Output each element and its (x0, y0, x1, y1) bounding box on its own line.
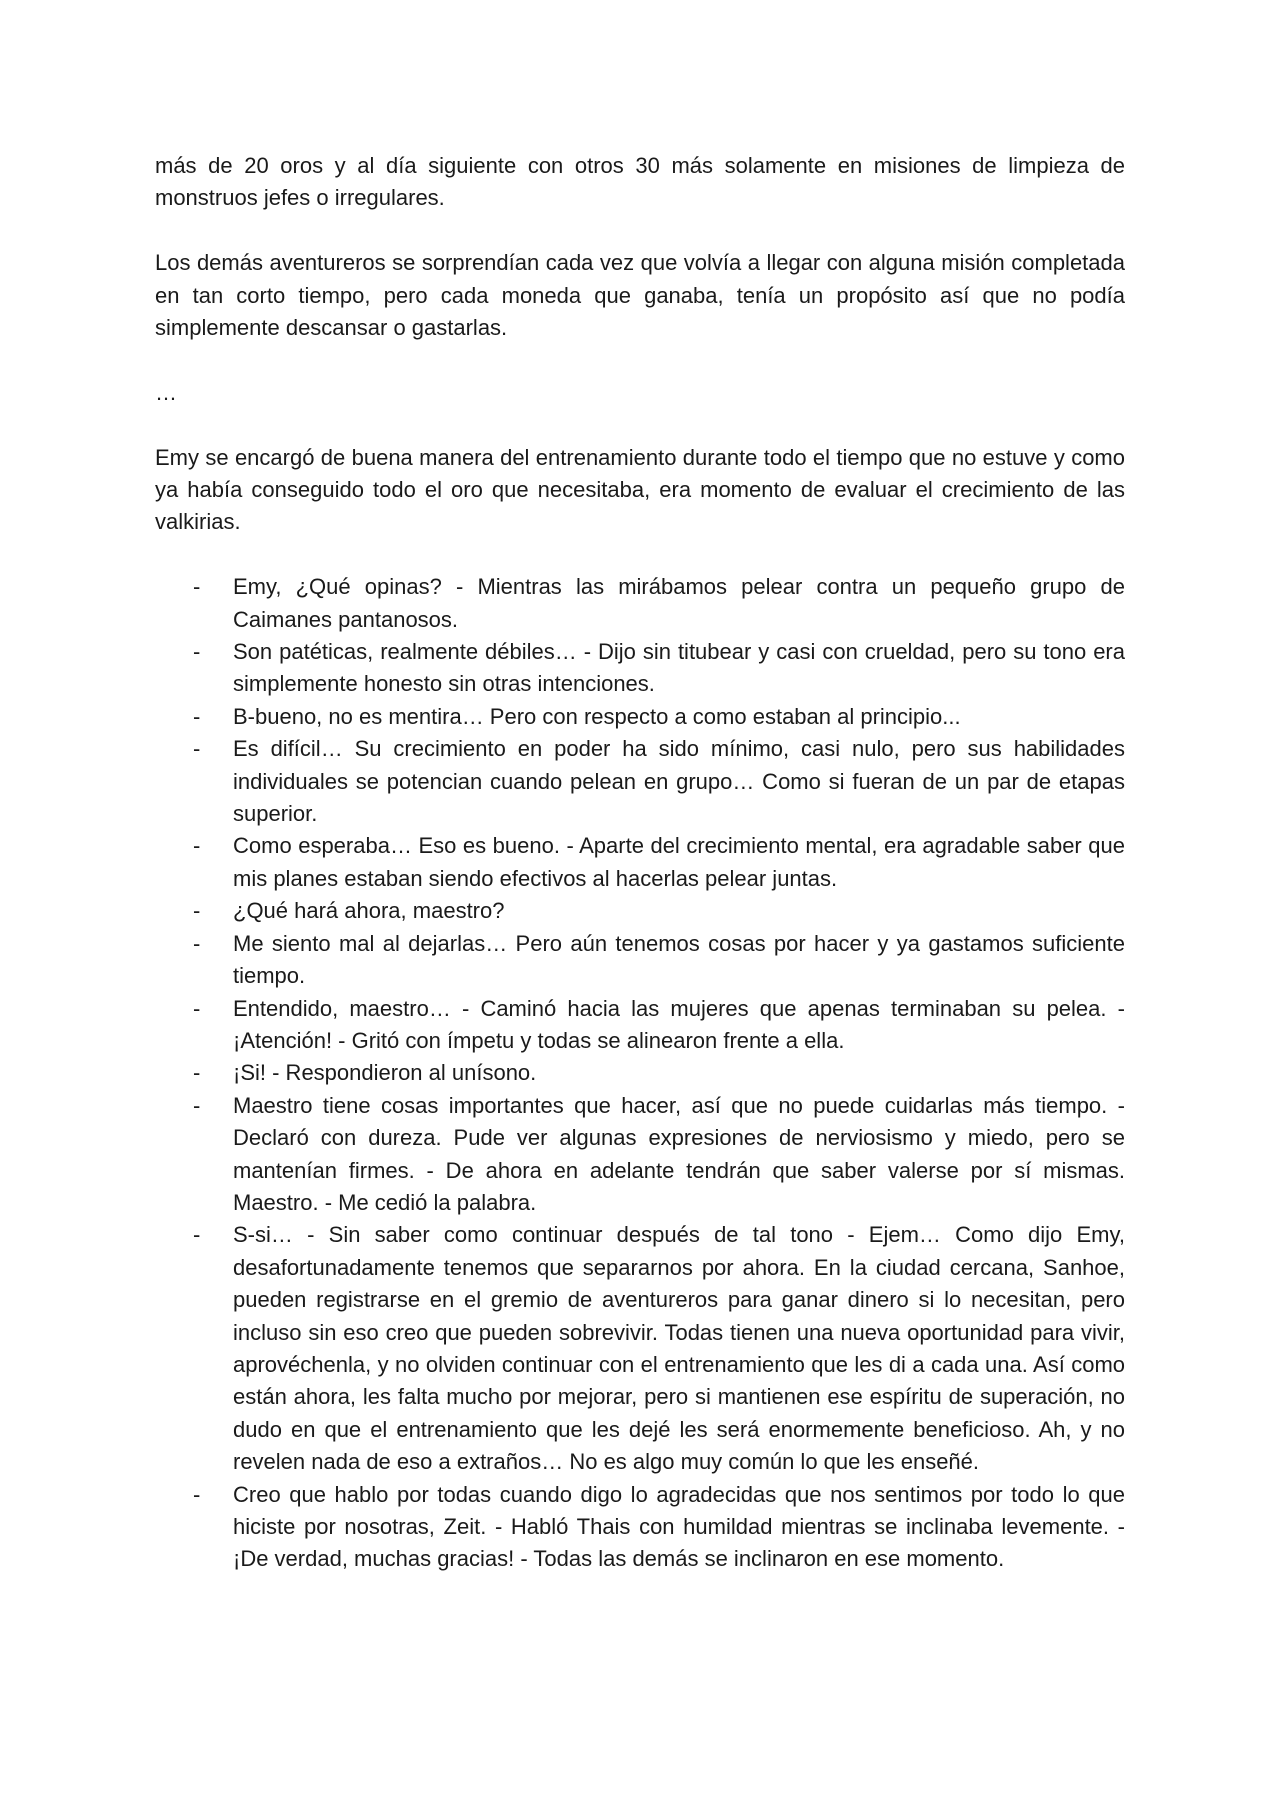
dialogue-line (155, 1219, 1125, 1478)
dialogue-line (155, 895, 1125, 927)
dialogue-text: Me siento mal al dejarlas… Pero aún tenemos cosas por hacer y ya gastamos suficiente tiempo. (233, 930, 1125, 989)
dash-bullet: - (193, 639, 201, 665)
dialogue-line (155, 733, 1125, 830)
dash-bullet: - (193, 995, 201, 1021)
dialogue-line (155, 830, 1125, 895)
dialogue-text: Es difícil… Su crecimiento en poder ha sido mínimo, casi nulo, pero sus habilidades individuales se potencian cuando pelean en grupo… Como si fueran de un par de etapas superior. (233, 736, 1125, 827)
paragraph: Los demás aventureros se sorprendían cada vez que volvía a llegar con alguna misión completada en tan corto tiempo, pero cada moneda que ganaba, tenía un propósito así que no podía simplemente descansar o gastarlas. (155, 250, 1125, 341)
dash-bullet: - (193, 574, 201, 600)
dialogue-line (155, 701, 1125, 733)
dialogue-text: Son patéticas, realmente débiles… - Dijo sin titubear y casi con crueldad, pero su tono era simplemente honesto sin otras intenciones. (233, 639, 1125, 697)
dialogue-text: B-bueno, no es mentira… Pero con respecto a como estaban al principio... (233, 703, 961, 729)
section-separator: … (155, 379, 177, 405)
dialogue-text: Maestro tiene cosas importantes que hacer, así que no puede cuidarlas más tiempo. - Declaró con dureza. Pude ver algunas expresiones de nerviosismo y miedo, pero se mantenían firmes. - De ahora en adelante tendrán que saber valerse por sí mismas. Maestro. - Me cedió la palabra. (233, 1092, 1125, 1215)
paragraph: Emy se encargó de buena manera del entrenamiento durante todo el tiempo que no estuve y como ya había conseguido todo el oro que necesitaba, era momento de evaluar el crecimiento de las valkirias. (155, 444, 1125, 535)
dialogue-text: Creo que hablo por todas cuando digo lo agradecidas que nos sentimos por todo lo que hiciste por nosotras, Zeit. - Habló Thais con humildad mientras se inclinaba levemente. - ¡De verdad, muchas gracias! - Todas las demás se inclinaron en ese momento. (233, 1481, 1125, 1572)
dialogue-text: ¡Si! - Respondieron al unísono. (233, 1060, 537, 1086)
dash-bullet: - (193, 833, 201, 859)
dash-bullet: - (193, 703, 201, 729)
dash-bullet: - (193, 898, 201, 924)
dash-bullet: - (193, 1222, 201, 1248)
dash-bullet: - (193, 1481, 201, 1507)
dialogue-text: S-si… - Sin saber como continuar después de tal tono - Ejem… Como dijo Emy, desafortunadamente tenemos que separarnos por ahora. En la ciudad cercana, Sanhoe, pueden registrarse en el gremio de aventureros para ganar dinero si lo necesitan, pero incluso sin eso creo que pueden sobrevivir. Todas tienen una nueva oportunidad para vivir, aprovéchenla, y no olviden continuar con el entrenamiento que les di a cada una. Así como están ahora, les falta mucho por mejorar, pero si mantienen ese espíritu de superación, no dudo en que el entrenamiento que les dejé les será enormemente beneficioso. Ah, y no revelen nada de eso a extraños… No es algo muy común lo que les enseñé. (233, 1222, 1125, 1475)
dialogue-text: ¿Qué hará ahora, maestro? (233, 898, 505, 924)
dash-bullet: - (193, 1092, 201, 1118)
dialogue-line (155, 1479, 1125, 1576)
document-page (155, 150, 1125, 1576)
dialogue-list (155, 571, 1125, 1576)
dialogue-text: Como esperaba… Eso es bueno. - Aparte del crecimiento mental, era agradable saber que mis planes estaban siendo efectivos al hacerlas pelear juntas. (233, 833, 1125, 891)
dash-bullet: - (193, 1060, 201, 1086)
dialogue-line (155, 1057, 1125, 1089)
dash-bullet: - (193, 930, 201, 956)
dialogue-line (155, 993, 1125, 1058)
dash-bullet: - (193, 736, 201, 762)
dialogue-line (155, 571, 1125, 636)
dialogue-line (155, 1090, 1125, 1220)
dialogue-line (155, 636, 1125, 701)
paragraph: más de 20 oros y al día siguiente con otros 30 más solamente en misiones de limpieza de monstruos jefes o irregulares. (155, 153, 1125, 211)
dialogue-text: Emy, ¿Qué opinas? - Mientras las mirábamos pelear contra un pequeño grupo de Caimanes pantanosos. (233, 574, 1125, 632)
dialogue-text: Entendido, maestro… - Caminó hacia las mujeres que apenas terminaban su pelea. - ¡Atención! - Gritó con ímpetu y todas se alinearon frente a ella. (233, 995, 1125, 1053)
dialogue-line (155, 928, 1125, 993)
